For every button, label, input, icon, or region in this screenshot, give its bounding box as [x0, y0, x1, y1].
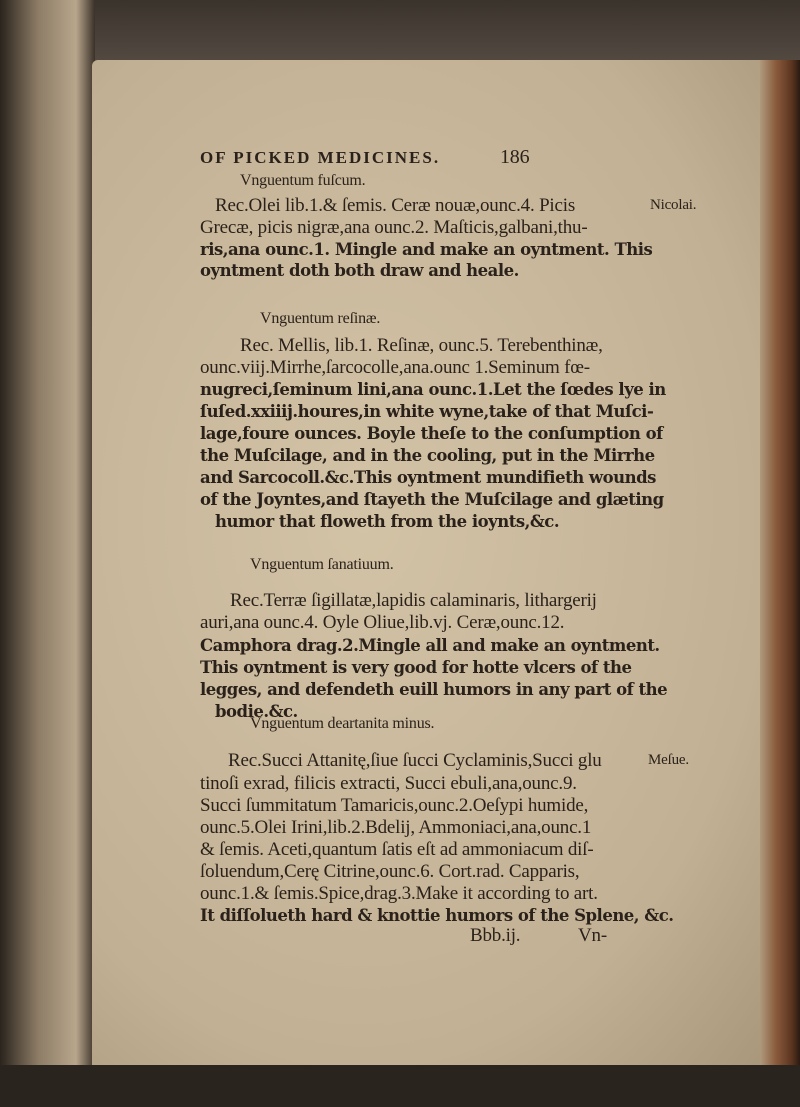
page-number: 186 [500, 146, 530, 168]
text-line: Grecæ, picis nigræ,ana ounc.2. Maſticis,galbani,thu- [200, 217, 588, 238]
section-title: Vnguentum reſinæ. [260, 310, 381, 327]
section-title: Vnguentum fuſcum. [240, 172, 366, 189]
section-title: Vnguentum ſanatiuum. [250, 556, 394, 573]
text-line: Rec. Mellis, lib.1. Reſinæ, ounc.5. Terebenthinæ, [240, 335, 603, 356]
margin-note: Nicolai. [650, 197, 697, 213]
text-line: bodie.&c. [215, 702, 298, 721]
text-line: ounc.1.& ſemis.Spice,drag.3.Make it according to art. [200, 883, 598, 904]
text-line: humor that floweth from the ioynts,&c. [215, 512, 560, 531]
signature-mark: Bbb.ij. [470, 925, 521, 946]
text-line: legges, and defendeth euill humors in any part of the [200, 680, 668, 699]
text-line: Rec.Olei lib.1.& ſemis. Ceræ nouæ,ounc.4. Picis [215, 195, 576, 216]
text-line: auri,ana ounc.4. Oyle Oliue,lib.vj. Ceræ,ounc.12. [200, 612, 565, 633]
text-line: nugreci,ſeminum lini,ana ounc.1.Let the ſœdes lye in [200, 380, 666, 399]
text-line: Rec.Succi Attanitę,ſiue ſucci Cyclaminis,Succi glu [228, 750, 602, 771]
facing-page-edge [0, 0, 95, 1107]
margin-note: Meſue. [648, 752, 689, 768]
text-line: lage,foure ounces. Boyle theſe to the conſumption of [200, 424, 663, 443]
text-line: Rec.Terræ ſigillatæ,lapidis calaminaris, lithargerij [230, 590, 597, 611]
text-line: ris,ana ounc.1. Mingle and make an oyntment. This [200, 240, 653, 259]
section-title: Vnguentum deartanita minus. [250, 715, 435, 732]
book-cover-edge [760, 60, 800, 1107]
text-line: and Sarcocoll.&c.This oyntment mundifieth wounds [200, 468, 656, 487]
text-line: tinoſi exrad, filicis extracti, Succi ebuli,ana,ounc.9. [200, 773, 577, 794]
text-line: of the Joyntes,and ſtayeth the Muſcilage and glæting [200, 490, 664, 509]
text-line: the Muſcilage, and in the cooling, put in the Mirrhe [200, 446, 655, 465]
text-line: It diſſolueth hard & knottie humors of the Splene, &c. [200, 906, 674, 925]
running-head: OF PICKED MEDICINES. [200, 148, 441, 167]
background-bottom [0, 1065, 800, 1107]
text-line: ſuſed.xxiiij.houres,in white wyne,take of that Muſci- [200, 402, 654, 421]
text-line: Camphora drag.2.Mingle all and make an oyntment. [200, 636, 660, 655]
text-line: ſoluendum,Cerę Citrine,ounc.6. Cort.rad. Capparis, [200, 861, 580, 882]
text-line: Succi ſummitatum Tamaricis,ounc.2.Oeſypi humide, [200, 795, 589, 816]
text-line: & ſemis. Aceti,quantum ſatis eſt ad ammoniacum diſ- [200, 839, 594, 860]
catchword: Vn- [578, 925, 607, 946]
text-line: This oyntment is very good for hotte vlcers of the [200, 658, 632, 677]
text-line: ounc.5.Olei Irini,lib.2.Bdelij, Ammoniaci,ana,ounc.1 [200, 817, 592, 838]
text-line: ounc.viij.Mirrhe,ſarcocolle,ana.ounc 1.Seminum fœ- [200, 357, 590, 378]
text-line: oyntment doth both draw and heale. [200, 261, 519, 280]
